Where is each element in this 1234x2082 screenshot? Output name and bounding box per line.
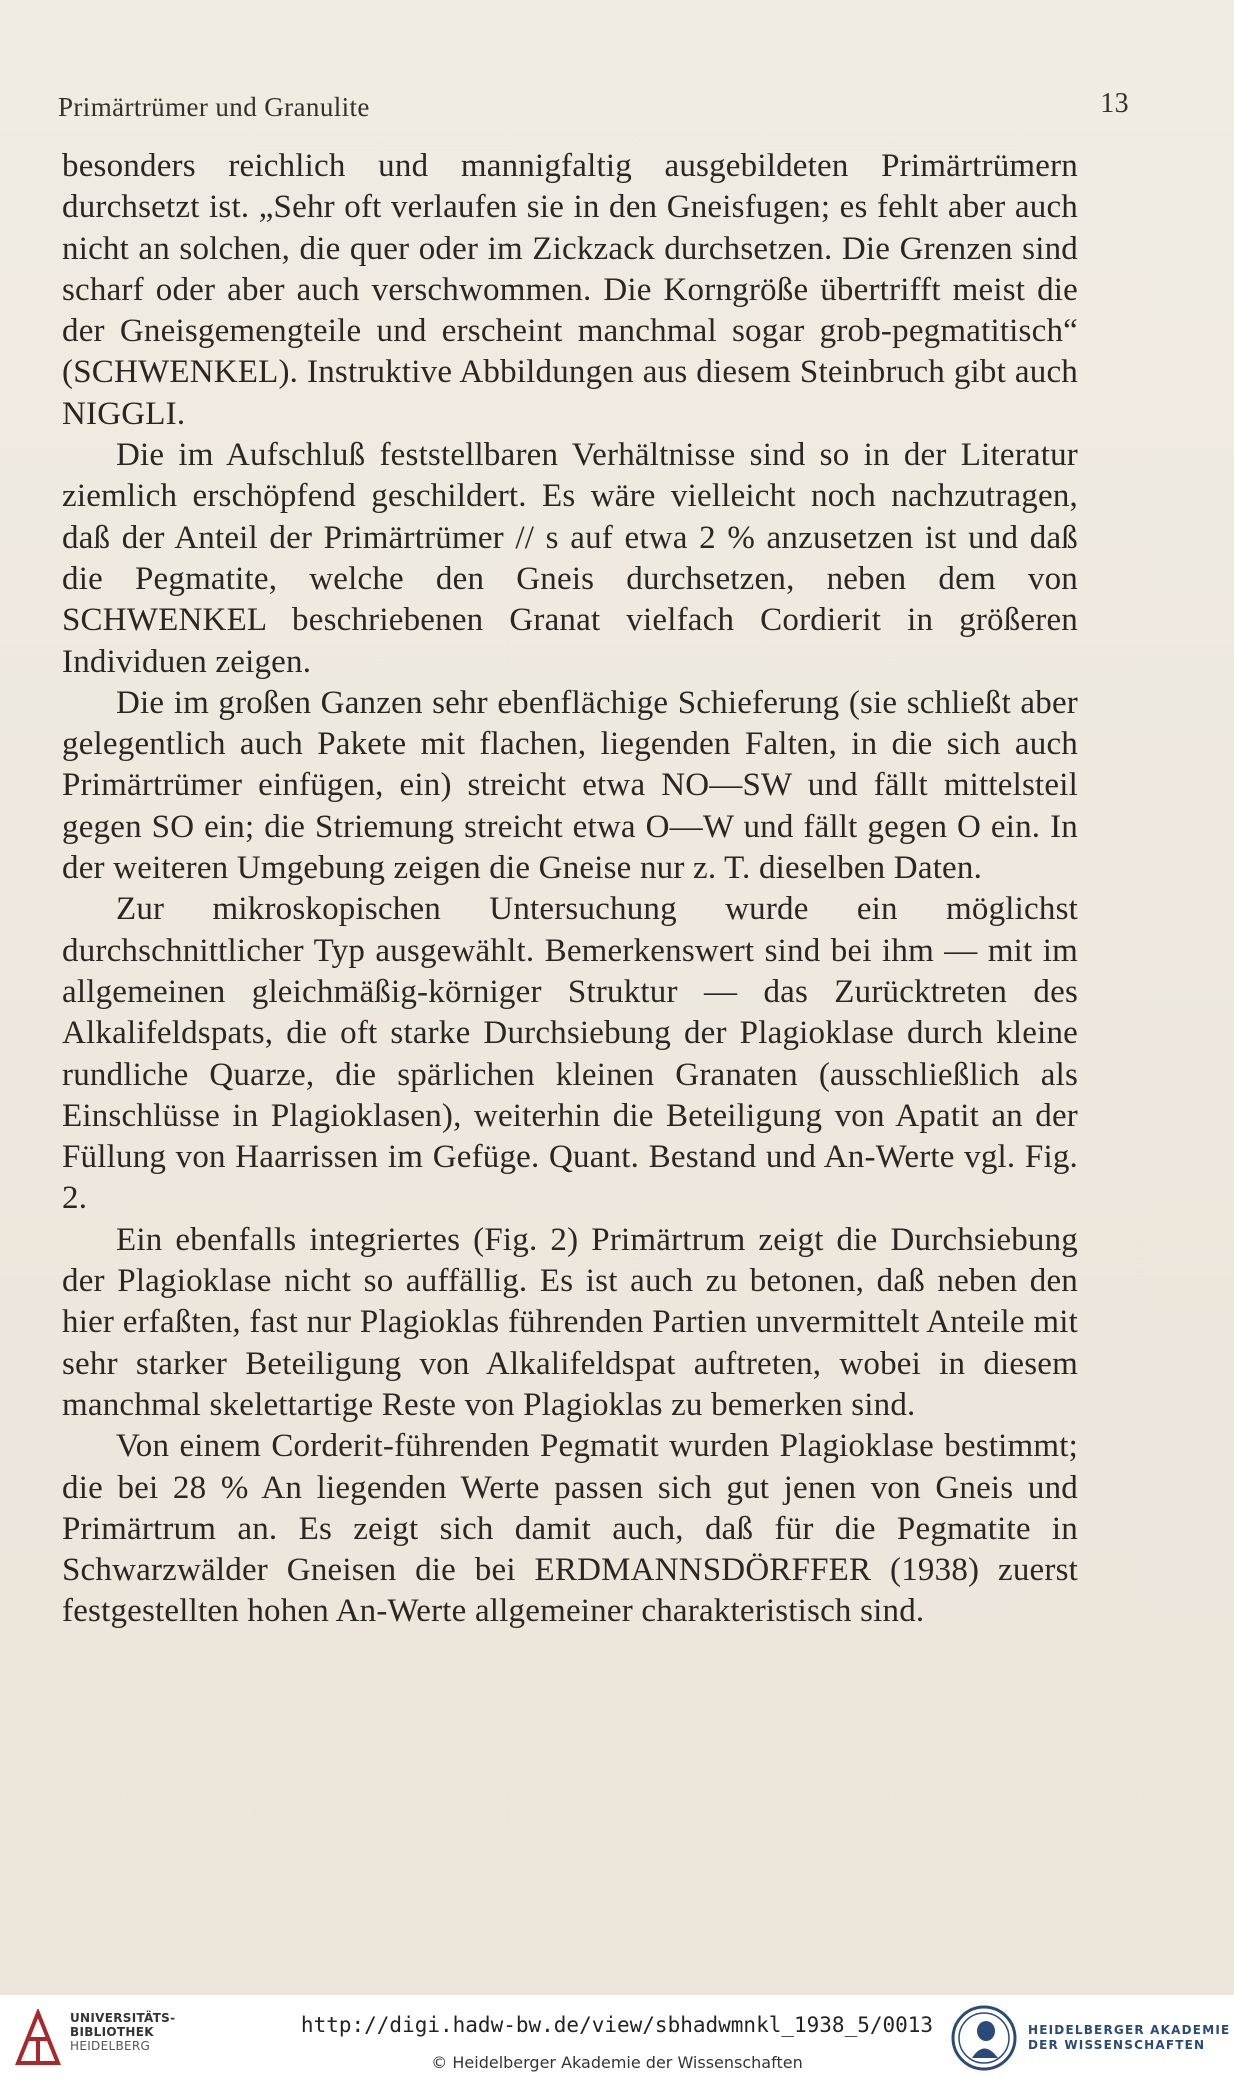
paragraph-4: Zur mikroskopischen Untersuchung wurde ein möglichst durchschnittlicher Typ ausgewählt. Bemerkenswert sind bei ihm — mit im allgemeinen gleichmäßig-körniger Struktur — das Zurücktreten des Alkalifeldspats, die oft starke Durchsiebung der Plagioklase durch kleine rundliche Quarze, die spärlichen kleinen Granaten (ausschließlich als Einschlüsse in Plagioklasen), weiterhin die Beteiligung von Apatit an der Füllung von Haarrissen im Gefüge. Quant. Bestand und An-Werte vgl. Fig. 2. [62, 891, 1078, 1217]
paragraph-6: Von einem Corderit-führenden Pegmatit wurden Plagioklase bestimmt; die bei 28 % An liegenden Werte passen sich gut jenen von Gneis und Primärtrum an. Es zeigt sich damit auch, daß für die Pegmatite in Schwarzwälder Gneisen die bei ERDMANNSDÖRFFER (1938) zuerst festgestellten hohen An-Werte allgemeiner charakteristisch sind. [62, 1428, 1078, 1630]
page-number: 13 [1100, 88, 1129, 119]
paragraph-1: besonders reichlich und mannigfaltig ausgebildeten Primärtrümern durchsetzt ist. „Sehr oft verlaufen sie in den Gneisfugen; es fehlt aber auch nicht an solchen, die quer oder im Zickzack durchsetzen. Die Grenzen sind scharf oder aber auch verschwommen. Die Korngröße übertrifft meist die der Gneisgemengteile und erscheint manchmal sogar grob-pegmatitisch“ (SCHWENKEL). Instruktive Abbildungen aus diesem Steinbruch gibt auch NIGGLI. [62, 148, 1078, 432]
academy-line-2: DER WISSENSCHAFTEN [1028, 2038, 1206, 2052]
footer-bar [0, 1995, 1234, 2082]
library-line-3: HEIDELBERG [70, 2039, 151, 2053]
academy-line-1: HEIDELBERGER AKADEMIE [1028, 2023, 1231, 2037]
paragraph-3: Die im großen Ganzen sehr ebenflächige Schieferung (sie schließt aber gelegentlich auch Pakete mit flachen, liegenden Falten, in die sich auch Primärtrümer einfügen, ein) streicht etwa NO—SW und fällt mittelsteil gegen SO ein; die Striemung streicht etwa O—W und fällt gegen O ein. In der weiteren Umgebung zeigen die Gneise nur z. T. dieselben Daten. [62, 684, 1078, 887]
paragraph-2: Die im Aufschluß feststellbaren Verhältnisse sind so in der Literatur ziemlich erschöpfend geschildert. Es wäre vielleicht noch nachzutragen, daß der Anteil der Primärtrümer // s auf etwa 2 % anzusetzen ist und daß die Pegmatite, welche den Gneis durchsetzen, neben dem von SCHWENKEL beschriebenen Granat vielfach Cordierit in größeren Individuen zeigen. [62, 437, 1078, 680]
library-line-2: BIBLIOTHEK [70, 2025, 154, 2039]
copyright-notice: © Heidelberger Akademie der Wissenschaften [431, 2053, 803, 2072]
paragraph-5: Ein ebenfalls integriertes (Fig. 2) Primärtrum zeigt die Durchsiebung der Plagioklase nicht so auffällig. Es ist auch zu betonen, daß neben den hier erfaßten, fast nur Plagioklas führenden Partien unvermittelt Anteile mit sehr starker Beteiligung von Alkalifeldspat auftreten, wobei in diesem manchmal skelettartige Reste von Plagioklas zu bemerken sind. [62, 1221, 1078, 1423]
academy-name [1028, 2023, 1230, 2053]
academy-seal-icon [950, 2003, 1018, 2073]
running-title: Primärtrümer und Granulite [58, 92, 370, 122]
body-text [62, 146, 1078, 1633]
library-line-1: UNIVERSITÄTS- [70, 2011, 176, 2025]
running-head [58, 88, 1129, 132]
source-url-link[interactable]: http://digi.hadw-bw.de/view/sbhadwmnkl_1938_5/0013 [300, 2013, 934, 2037]
